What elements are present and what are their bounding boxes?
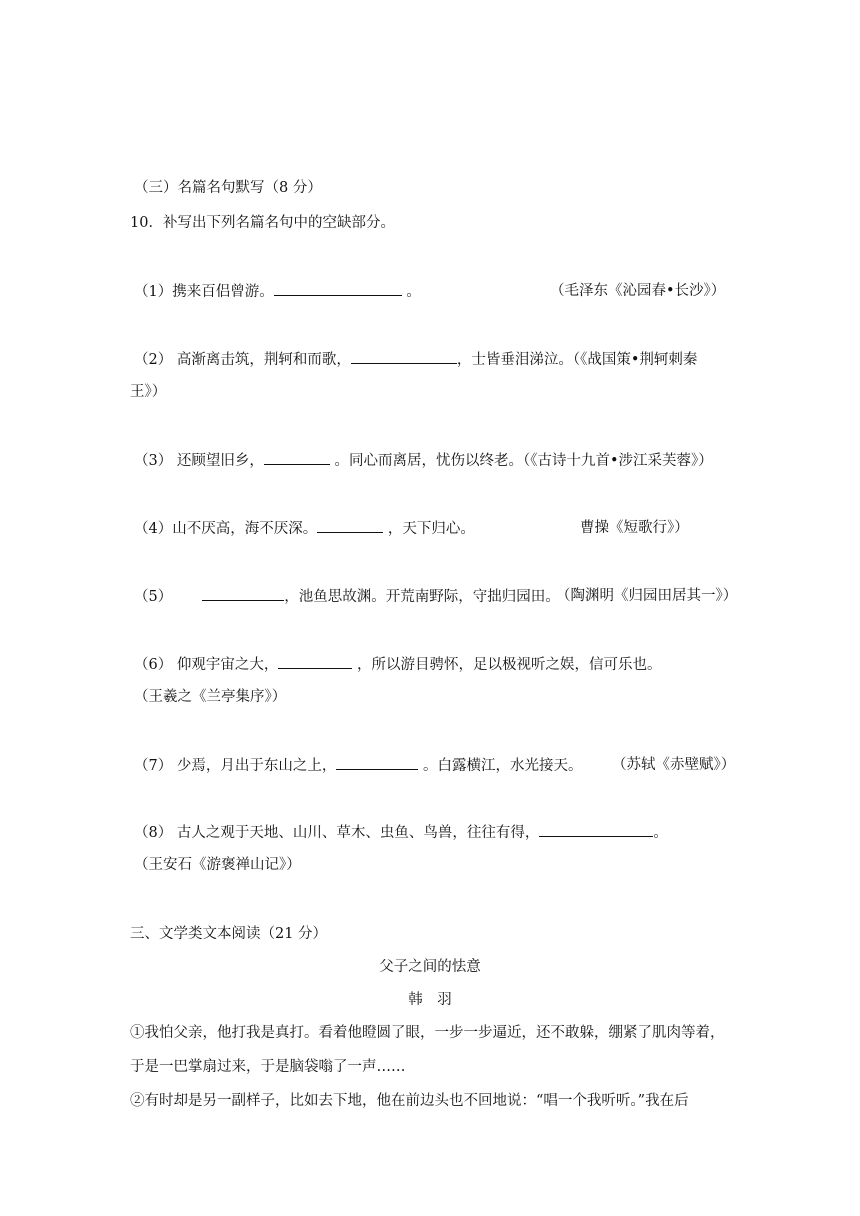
item-source: （苏轼《赤壁赋》） (612, 757, 736, 773)
item-text: ，士皆垂泪涕泣。（《战国策•荆轲刺秦 (456, 352, 698, 368)
item-5 (134, 586, 560, 607)
item-text: ，所以游目骋怀，足以极视听之娱，信可乐也。 (352, 657, 662, 673)
item-text: 。同心而离居，忧伤以终老。（《古诗十九首•涉江采芙蓉》） (329, 453, 713, 469)
answer-blank[interactable] (278, 654, 352, 669)
item-1 (134, 281, 421, 302)
item-number: （3） (134, 453, 173, 469)
item-8 (134, 822, 668, 843)
item-number: （6） (134, 657, 173, 673)
item-number: （1） (134, 284, 173, 300)
item-6 (134, 654, 661, 675)
answer-blank[interactable] (274, 281, 402, 296)
item-number: （7） (134, 758, 173, 774)
item-source: 曹操《短歌行》） (580, 520, 689, 536)
part-heading: 三、文学类文本阅读（21 分） (130, 926, 328, 942)
item-number: （2） (134, 352, 173, 368)
item-text: 高渐离击筑，荆轲和而歌， (172, 352, 351, 368)
item-2 (134, 349, 697, 370)
item-text: 。 (653, 825, 668, 841)
article-author: 韩 羽 (408, 992, 452, 1008)
answer-blank[interactable] (539, 822, 653, 837)
item-text: 携来百侣曾游。 (172, 284, 274, 300)
answer-blank[interactable] (202, 586, 284, 601)
item-text: 仰观宇宙之大， (172, 657, 279, 673)
item-source: （王安石《游褒禅山记》） (134, 857, 301, 873)
item-7 (134, 755, 582, 776)
item-source: 王》） (130, 384, 167, 400)
item-text: 少焉，月出于东山之上， (172, 758, 337, 774)
paragraph-line: 于是一巴掌扇过来，于是脑袋嗡了一声…… (130, 1059, 406, 1075)
paragraph-line: ②有时却是另一副样子，比如去下地，他在前边头也不回地说：“唱一个我听听。”我在后 (130, 1093, 689, 1109)
answer-blank[interactable] (317, 518, 383, 533)
answer-blank[interactable] (336, 755, 418, 770)
answer-blank[interactable] (264, 450, 330, 465)
answer-blank[interactable] (351, 349, 457, 364)
item-text: 。 (401, 284, 421, 300)
section-heading: （三）名篇名句默写（8 分） (134, 180, 322, 196)
item-text: ，天下归心。 (383, 521, 475, 537)
item-3 (134, 450, 713, 471)
paragraph-line: ①我怕父亲，他打我是真打。看着他瞪圆了眼，一步一步逼近，还不敢躲，绷紧了肌肉等着， (130, 1025, 725, 1041)
question-title: 10．补写出下列名篇名句中的空缺部分。 (130, 215, 395, 231)
item-source: （王羲之《兰亭集序》） (134, 689, 287, 705)
item-text: 古人之观于天地、山川、草木、虫鱼、鸟兽，往往有得， (172, 825, 540, 841)
item-number: （8） (134, 825, 173, 841)
item-text: 还顾望旧乡， (172, 453, 264, 469)
item-source: （陶渊明《归园田居其一》） (556, 588, 738, 604)
article-title: 父子之间的怯意 (379, 959, 481, 975)
item-4 (134, 518, 475, 539)
item-text: 。白露横江，水光接天。 (418, 758, 583, 774)
item-text: ，池鱼思故渊。开荒南野际，守拙归园田。 (284, 589, 560, 605)
item-number: （5） (134, 589, 173, 605)
item-source: （毛泽东《沁园春•长沙》） (550, 283, 726, 299)
item-text: 山不厌高，海不厌深。 (172, 521, 318, 537)
item-number: （4） (134, 521, 173, 537)
